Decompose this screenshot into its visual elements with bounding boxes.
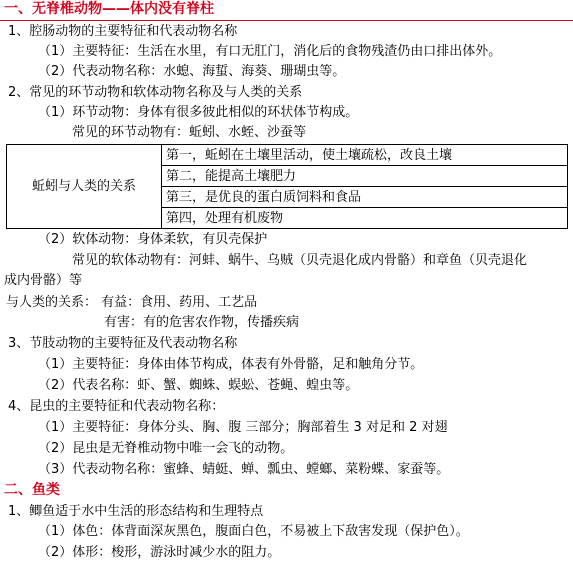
q1-examples: （2）代表动物名称：水螅、海蜇、海葵、珊瑚虫等。 <box>38 64 346 79</box>
q4-examples: （3）代表动物名称：蜜蜂、蜻蜓、蝉、瓢虫、螳螂、菜粉蝶、家蚕等。 <box>38 462 450 477</box>
q2-title: 2、常见的环节动物和软体动物名称及与人类的关系 <box>8 85 303 100</box>
fish-q1-color: （1）体色：体背面深灰黑色，腹面白色，不易被上下敌害发现（保护色）。 <box>38 524 469 539</box>
q2-annelid: （1）环节动物：身体有很多彼此相似的环状体节构成。 <box>38 105 359 120</box>
q1-feature: （1）主要特征：生活在水里，有口无肛门，消化后的食物残渣仍由口排出体外。 <box>38 44 502 59</box>
q4-title: 4、昆虫的主要特征和代表动物名称： <box>8 399 225 414</box>
heading-divider <box>0 20 573 21</box>
table-row: 第二，能提高土壤肥力 <box>162 166 568 187</box>
table-row: 第四，处理有机废物 <box>162 208 568 229</box>
fish-q1-shape: （2）体形：梭形，游泳时减少水的阻力。 <box>38 545 281 560</box>
q3-examples: （2）代表名称：虾、蟹、蜘蛛、蜈蚣、苍蝇、蝗虫等。 <box>38 378 359 393</box>
q2-relation-benefit: 与人类的关系： 有益：食用、药用、工艺品 <box>6 295 258 310</box>
q3-title: 3、节肢动物的主要特征及代表动物名称 <box>8 336 238 351</box>
q4-flight: （2）昆虫是无脊椎动物中唯一会飞的动物。 <box>38 441 294 456</box>
q4-feature: （1）主要特征：身体分头、胸、腹 三部分；胸部着生 3 对足和 2 对翅 <box>38 420 448 435</box>
fish-q1-title: 1、鲫鱼适于水中生活的形态结构和生理特点 <box>8 504 264 519</box>
section-one-heading: 一、无脊椎动物——体内没有脊柱 <box>4 1 214 17</box>
table-left-label: 蚯蚓与人类的关系 <box>7 145 162 229</box>
q3-feature: （1）主要特征：身体由体节构成，体表有外骨骼，足和触角分节。 <box>38 357 424 372</box>
q2-mollusc-examples: 常见的软体动物有：河蚌、蜗牛、乌贼（贝壳退化成内骨骼）和章鱼（贝壳退化 <box>72 253 528 268</box>
q2-mollusc: （2）软体动物：身体柔软，有贝壳保护 <box>38 232 268 247</box>
table-row: 第三，是优良的蛋白质饲料和食品 <box>162 187 568 208</box>
q2-relation-harm: 有害：有的危害农作物，传播疾病 <box>104 315 300 330</box>
q2-annelid-examples: 常见的环节动物有：蚯蚓、水蛭、沙蚕等 <box>72 125 307 140</box>
q2-mollusc-examples-cont: 成内骨骼）等 <box>4 273 83 288</box>
earthworm-relation-table <box>6 144 568 229</box>
q1-title: 1、腔肠动物的主要特征和代表动物名称 <box>8 24 238 39</box>
table-row: 第一，蚯蚓在土壤里活动，使土壤疏松，改良土壤 <box>162 145 568 166</box>
section-two-heading: 二、鱼类 <box>4 482 60 498</box>
